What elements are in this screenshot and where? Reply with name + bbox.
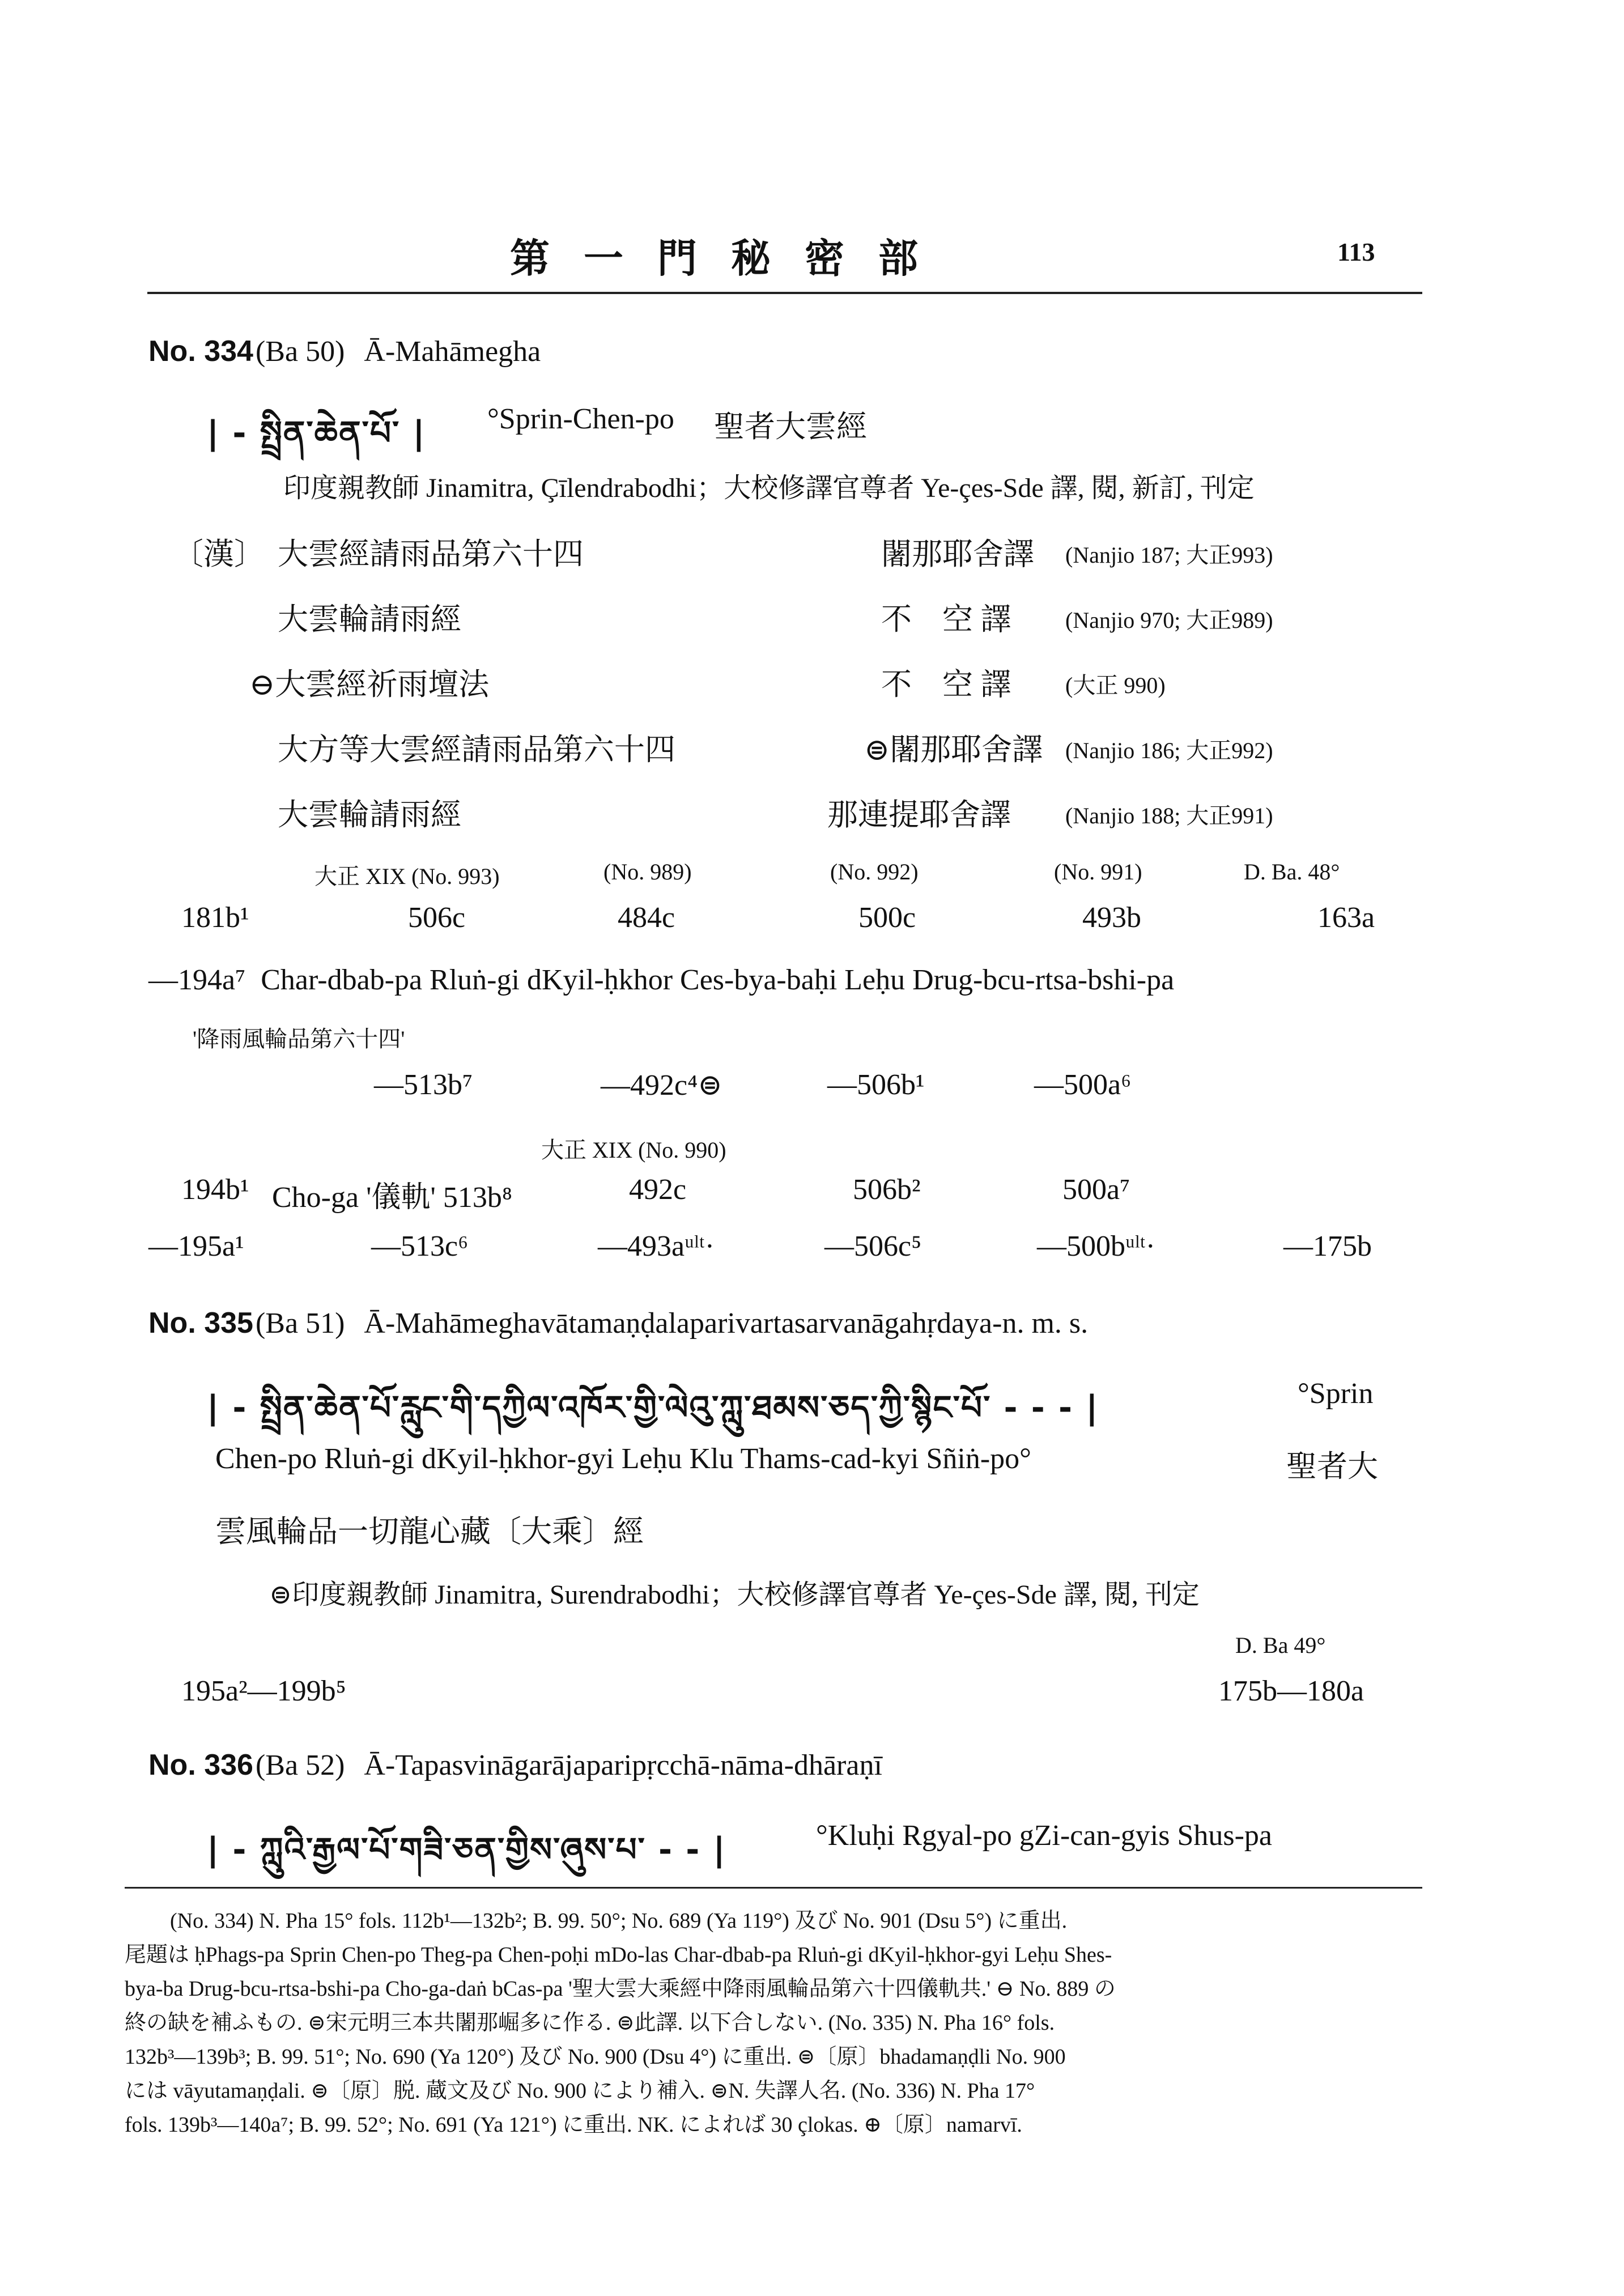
folio-ref: 500a⁷ [1062, 1173, 1130, 1206]
folio-ref: 181b¹ [181, 902, 249, 934]
folio-ref: 493b [1082, 902, 1141, 934]
folio-ref: 506c [408, 902, 466, 934]
tibetan-romanized: °Sprin-Chen-po [487, 403, 674, 435]
folio-range: 195a²—199b⁵ [181, 1675, 346, 1707]
japanese-title: 聖者大雲經 [714, 410, 867, 444]
han-translator: 闍那耶舍譯 [881, 537, 1034, 571]
japanese-title-cont: 雲風輪品一切龍心藏〔大乘〕經 [215, 1515, 644, 1549]
ba-ref: (Ba 50) [255, 335, 345, 368]
col-head: (No. 992) [830, 859, 919, 885]
han-translator: 不 空 譯 [881, 667, 1011, 701]
han-ref: (Nanjio 187; 大正993) [1065, 542, 1273, 568]
han-translator: ⊜闍那耶舍譯 [864, 733, 1043, 767]
sanskrit-title: Ā-Mahāmegha [364, 335, 541, 368]
han-ref: (Nanjio 186; 大正992) [1065, 738, 1273, 763]
footnote-line: (No. 334) N. Pha 15° fols. 112b¹—132b²; B. 99. 50°; No. 689 (Ya 119°) 及び No. 901 (Dsu 5°) に重出. [170, 1909, 1068, 1933]
han-translator: 那連提耶舍譯 [827, 798, 1011, 832]
chapter-jp: '降雨風輪品第六十四' [193, 1026, 405, 1052]
folio-ref: —195a¹ [148, 1230, 244, 1262]
tibetan-romanized: °Kluḥi Rgyal-po gZi-can-gyis Shus-pa [816, 1819, 1273, 1852]
footnote-line: 132b³—139b³; B. 99. 51°; No. 690 (Ya 120°) 及び No. 900 (Dsu 4°) に重出. ⊜〔原〕bhadamaṇḍli No. 900 [125, 2045, 1066, 2069]
col-head: (No. 991) [1054, 859, 1142, 885]
footnote-line: bya-ba Drug-bcu-rtsa-bshi-pa Cho-ga-daṅ bCas-pa '聖大雲大乘經中降雨風輪品第六十四儀軌共.' ⊖ No. 889 の [125, 1977, 1116, 2001]
footnote-line: 終の缺を補ふもの. ⊜宋元明三本共闍那崛多に作る. ⊜此譯. 以下合しない. (No. 335) N. Pha 16° fols. [125, 2011, 1055, 2035]
han-ref: (大正 990) [1065, 673, 1166, 698]
sanskrit-title: Ā-Mahāmeghavātamaṇḍalaparivartasarvanāgahṛdaya-n. m. s. [364, 1307, 1089, 1340]
running-header: 第一門秘密部 [510, 237, 952, 281]
footnote-line: fols. 139b³—140a⁷; B. 99. 52°; No. 691 (Ya 121°) に重出. NK. によれば 30 çlokas. ⊕〔原〕namarvī. [125, 2113, 1022, 2137]
folio-ref: 194b¹ [181, 1173, 249, 1206]
col-head: D. Ba. 48° [1244, 859, 1340, 885]
han-title: 大方等大雲經請雨品第六十四 [278, 733, 675, 767]
folio-range: 175b—180a [1218, 1675, 1364, 1707]
folio-ref: —500bᵘˡᵗ· [1037, 1230, 1155, 1262]
han-title: 大雲輪請雨經 [278, 602, 461, 636]
folio-ref: —194a⁷ [148, 964, 246, 996]
folio-ref: —506c⁵ [824, 1230, 922, 1262]
ba-ref: (Ba 51) [255, 1307, 345, 1340]
entry-335-heading [148, 1306, 1088, 1340]
tibetan-title: | - སྤྲིན་ཆེན་པོ་རླུང་གི་དཀྱིལ་འཁོར་གྱི་ལེའུ་ཀླུ་ཐམས་ཅད་ཀྱི་སྙིང་པོ་ - - - | [207, 1388, 1099, 1427]
folio-ref: —513b⁷ [374, 1069, 473, 1101]
folio-ref: —506b¹ [827, 1069, 925, 1101]
footnote-rule [125, 1887, 1422, 1889]
entry-334-heading [148, 334, 541, 368]
header-rule [147, 292, 1422, 294]
folio-ref: —513c⁶ [371, 1230, 469, 1262]
folio-ref: 500c [858, 902, 916, 934]
folio-ref: 163a [1317, 902, 1375, 934]
derge-ref: D. Ba 49° [1235, 1632, 1326, 1658]
folio-ref: —500a⁶ [1034, 1069, 1132, 1101]
japanese-title: 聖者大 [1286, 1449, 1378, 1483]
translators: ⊜印度親教師 Jinamitra, Surendrabodhi；大校修譯官尊者 Ye-çes-Sde 譯, 閱, 刊定 [269, 1580, 1200, 1610]
entry-number: No. 335 [148, 1307, 253, 1340]
han-ref: (Nanjio 970; 大正989) [1065, 607, 1273, 633]
page-number: 113 [1337, 237, 1375, 266]
han-translator: 不 空 譯 [881, 602, 1011, 636]
footnote-line: 尾題は ḥPhags-pa Sprin Chen-po Theg-pa Chen-poḥi mDo-las Char-dbab-pa Rluṅ-gi dKyil-ḥkhor-gyi Leḥu Shes- [125, 1943, 1112, 1967]
folio-ref: 506b² [853, 1173, 921, 1206]
entry-number: No. 334 [148, 335, 253, 368]
han-title: ⊖大雲經祈雨壇法 [249, 667, 490, 701]
tibetan-title: | - ཀླུའི་རྒྱལ་པོ་གཟི་ཅན་གྱིས་ཞུས་པ་ - - | [207, 1830, 726, 1869]
col-head: 大正 XIX (No. 990) [541, 1137, 726, 1163]
footnote-line: には vāyutamaṇḍali. ⊜〔原〕脱. 蔵文及び No. 900 により補入. ⊜N. 失譯人名. (No. 336) N. Pha 17° [125, 2079, 1035, 2103]
col-head: (No. 989) [603, 859, 692, 885]
ba-ref: (Ba 52) [255, 1749, 345, 1781]
han-title: 大雲經請雨品第六十四 [278, 537, 584, 571]
folio-ref: 492c [629, 1173, 687, 1206]
chapter-title: Char-dbab-pa Rluṅ-gi dKyil-ḥkhor Ces-bya-baḥi Leḥu Drug-bcu-rtsa-bshi-pa [261, 964, 1175, 996]
chapter-line [148, 963, 1174, 997]
col-head: 大正 XIX (No. 993) [314, 864, 500, 889]
han-ref: (Nanjio 188; 大正991) [1065, 803, 1273, 828]
entry-number: No. 336 [148, 1749, 253, 1781]
folio-ref: —493aᵘˡᵗ· [598, 1230, 715, 1262]
translators: 印度親教師 Jinamitra, Çīlendrabodhi；大校修譯官尊者 Ye-çes-Sde 譯, 閱, 新訂, 刊定 [283, 473, 1255, 503]
tibetan-romanized-cont: Chen-po Rluṅ-gi dKyil-ḥkhor-gyi Leḥu Klu Thams-cad-kyi Sñiṅ-po° [215, 1443, 1031, 1475]
tibetan-romanized: °Sprin [1298, 1377, 1374, 1410]
tibetan-title: | - སྤྲིན་ཆེན་པོ་ | [207, 414, 426, 452]
han-label: 〔漢〕 [173, 537, 265, 571]
han-title: 大雲輪請雨經 [278, 798, 461, 832]
entry-336-heading [148, 1748, 882, 1782]
sanskrit-title: Ā-Tapasvināgarājaparipṛcchā-nāma-dhāraṇī [364, 1749, 882, 1781]
folio-ref: 484c [618, 902, 675, 934]
folio-ref: —492c⁴⊜ [601, 1069, 722, 1102]
folio-ref: —175b [1283, 1230, 1372, 1262]
cho-ga-ref: Cho-ga '儀軌' 513b⁸ [272, 1181, 512, 1214]
